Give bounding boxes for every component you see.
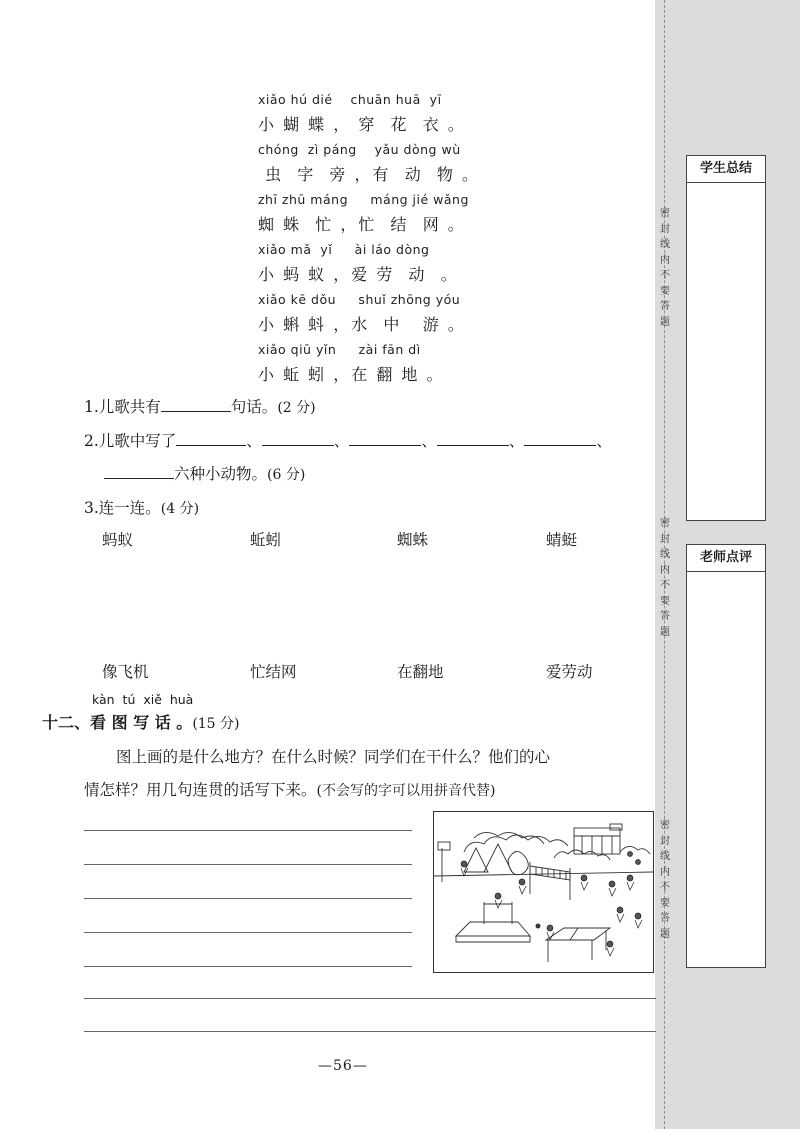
seal-text-top: 密 封 线 内 不 要 答 题 (660, 208, 670, 328)
section-12-prompt-1: 图上画的是什么地方？在什么时候？同学们在干什么？他们的心 (116, 748, 551, 766)
writing-line-7[interactable] (84, 1031, 656, 1032)
match-top-earthworm[interactable]: 蚯蚓 (250, 531, 282, 549)
writing-line-3[interactable] (84, 898, 412, 899)
teacher-comment-box[interactable] (686, 544, 766, 968)
match-top-spider[interactable]: 蜘蛛 (397, 531, 429, 549)
seal-text-middle: 密 封 线 内 不 要 答 题 (660, 518, 670, 638)
poem-pinyin-5: xiǎo kē dǒu shuǐ zhōng yóu (258, 292, 461, 307)
playground-illustration (434, 812, 653, 972)
writing-line-1[interactable] (84, 830, 412, 831)
question-1: 1.儿歌共有 句话。(2 分) (84, 398, 316, 416)
poem-line-2: 虫 字 旁 ，有 动 物 。 (258, 165, 480, 184)
answer-blank-q2-1[interactable] (176, 430, 246, 446)
question-2-cont: 六种小动物。(6 分) (104, 462, 305, 484)
writing-line-6[interactable] (84, 998, 656, 999)
poem-pinyin-6: xiǎo qiū yǐn zài fān dì (258, 342, 421, 357)
section-12-title: 十二、看 图 写 话 。(15 分) (42, 713, 240, 732)
match-bottom-like-airplane[interactable]: 像飞机 (102, 663, 149, 681)
answer-blank-q2-5[interactable] (524, 430, 596, 446)
poem-pinyin-1: xiǎo hú dié chuān huā yī (258, 92, 442, 107)
student-summary-title: 学生总结 (687, 156, 765, 183)
nursery-rhyme (258, 92, 518, 392)
poem-pinyin-4: xiǎo mǎ yǐ ài láo dòng (258, 242, 430, 257)
seal-text-bottom: 密 封 线 内 不 要 答 题 (660, 820, 670, 940)
answer-blank-q1[interactable] (161, 396, 231, 412)
match-bottom-busy-weaving[interactable]: 忙结网 (250, 663, 297, 681)
student-summary-box[interactable] (686, 155, 766, 521)
section-12-pinyin: kàn tú xiě huà (92, 692, 194, 707)
section-12-prompt-2: 情怎样？用几句连贯的话写下来。(不会写的字可以用拼音代替) (84, 781, 496, 799)
poem-line-6: 小 蚯 蚓 ，在 翻 地 。 (258, 365, 445, 384)
playground-picture (433, 811, 654, 973)
question-2: 2.儿歌中写了 、 、 、 、 、 (84, 432, 612, 450)
answer-blank-q2-4[interactable] (437, 430, 509, 446)
answer-blank-q2-2[interactable] (262, 430, 334, 446)
page-number: —56— (318, 1058, 368, 1074)
poem-pinyin-2: chóng zì páng yǎu dòng wù (258, 142, 461, 157)
poem-pinyin-3: zhī zhū máng máng jié wǎng (258, 192, 469, 207)
writing-line-5[interactable] (84, 966, 412, 967)
poem-line-5: 小 蝌 蚪 ，水 中 游 。 (258, 315, 466, 334)
poem-line-4: 小 蚂 蚁 ，爱 劳 动 。 (258, 265, 459, 284)
teacher-comment-title: 老师点评 (687, 545, 765, 572)
poem-line-3: 蜘 蛛 忙 ，忙 结 网 。 (258, 215, 466, 234)
writing-line-4[interactable] (84, 932, 412, 933)
match-top-dragonfly[interactable]: 蜻蜓 (546, 531, 578, 549)
answer-blank-q2-6[interactable] (104, 463, 174, 479)
question-3: 3.连一连。(4 分) (84, 499, 200, 517)
match-top-ant[interactable]: 蚂蚁 (102, 531, 134, 549)
match-bottom-turning-soil[interactable]: 在翻地 (397, 663, 444, 681)
match-bottom-love-work[interactable]: 爱劳动 (546, 663, 593, 681)
writing-line-2[interactable] (84, 864, 412, 865)
answer-blank-q2-3[interactable] (349, 430, 421, 446)
poem-line-1: 小 蝴 蝶 ， 穿 花 衣 。 (258, 115, 466, 134)
